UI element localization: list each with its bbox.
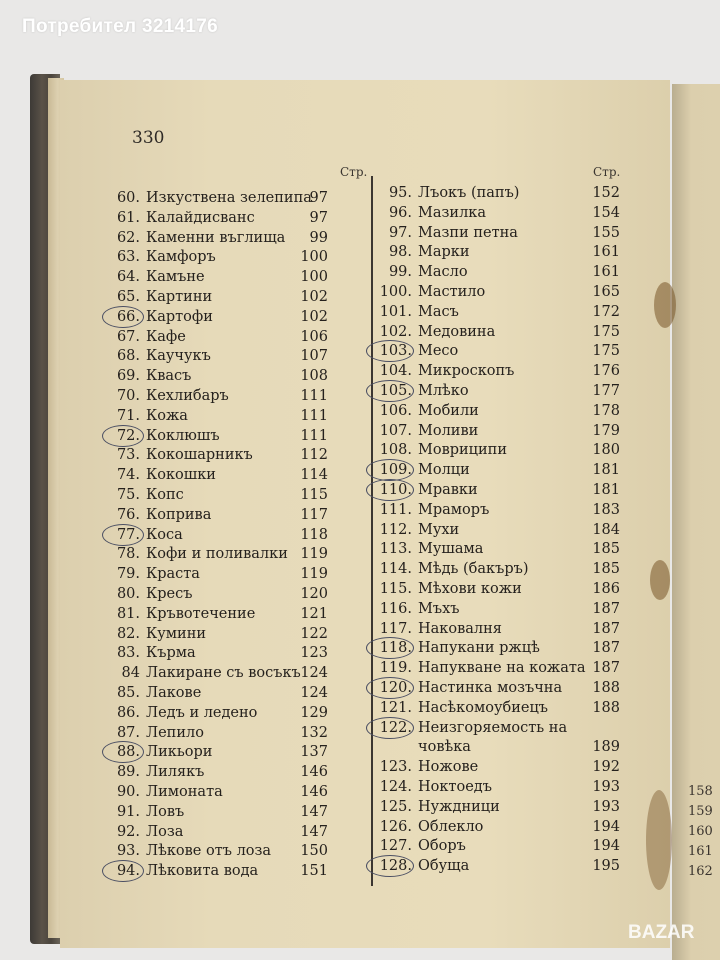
- entry-number: 98.: [388, 244, 412, 261]
- entry-title: Месо: [418, 343, 459, 360]
- entry-page: 146: [300, 764, 328, 781]
- stain: [646, 790, 672, 890]
- entry-title: Квасъ: [146, 368, 192, 385]
- entry-page: 118: [300, 526, 328, 543]
- entry-number: 111.: [379, 501, 412, 518]
- entry-page: 99: [309, 229, 328, 246]
- entry-title: Кафе: [146, 328, 186, 345]
- margin-number: 161: [688, 844, 713, 859]
- entry-title: Коклюшъ: [146, 427, 220, 444]
- entry-title: Мазпи петна: [418, 224, 518, 241]
- entry-title: Ловъ: [146, 803, 185, 820]
- entry-number: 76.: [116, 506, 140, 523]
- brand-logo: BAZAR: [628, 922, 695, 943]
- entry-page: 124: [300, 665, 328, 682]
- entry-number: 89.: [116, 764, 140, 781]
- entry-page: 102: [300, 308, 328, 325]
- margin-number: 159: [688, 804, 713, 819]
- entry-page: 195: [592, 858, 620, 875]
- entry-number: 96.: [388, 204, 412, 221]
- entry-title: Напукани ржцѣ: [418, 640, 540, 657]
- entry-number: 72.: [110, 426, 140, 446]
- entry-number: 81.: [116, 605, 140, 622]
- stain: [650, 560, 670, 600]
- entry-title: Картини: [146, 289, 213, 305]
- entry-number: 63.: [116, 249, 140, 266]
- entry-title: Ледъ и ледено: [146, 704, 258, 721]
- entry-number: 80.: [116, 586, 140, 602]
- entry-title: Лилякъ: [146, 764, 205, 781]
- entry-page: 183: [592, 501, 620, 518]
- entry-number: 105.: [370, 381, 412, 401]
- entry-page: 100: [300, 269, 328, 286]
- entry-title: Краста: [146, 566, 200, 583]
- entry-number: 120.: [370, 678, 412, 698]
- entry-title: Мобили: [418, 402, 479, 419]
- entry-title: Кумини: [146, 625, 207, 642]
- entry-title: Каменни въглища: [146, 229, 286, 246]
- entry-number: 118.: [370, 638, 412, 658]
- entry-title: Настинка мозъчна: [418, 680, 563, 696]
- entry-page: 187: [592, 620, 620, 637]
- entry-title: Мѣхови кожи: [418, 581, 522, 597]
- entry-title: Ноктоедъ: [418, 779, 492, 795]
- entry-page: 114: [300, 467, 328, 484]
- entry-title: Марки: [418, 244, 470, 261]
- entry-title: Млѣко: [418, 383, 469, 399]
- entry-number: 110.: [370, 480, 412, 500]
- entry-number: 104.: [379, 363, 412, 380]
- entry-page: 108: [300, 368, 328, 385]
- entry-number: 84: [121, 665, 140, 682]
- entry-number: 83.: [116, 645, 140, 662]
- entry-title: Обуща: [418, 858, 470, 875]
- entry-title: Нуждници: [418, 798, 500, 815]
- entry-page: 112: [300, 447, 328, 464]
- entry-page: 184: [592, 521, 620, 538]
- entry-page: 187: [592, 660, 620, 677]
- entry-title: Напукване на кожата: [418, 660, 586, 677]
- entry-number: 101.: [379, 303, 412, 320]
- entry-number: 126.: [379, 818, 412, 835]
- entry-title: Мраморъ: [418, 501, 490, 518]
- entry-number: 87.: [116, 724, 140, 741]
- entry-page: 181: [592, 462, 620, 479]
- entry-page: 176: [592, 363, 620, 380]
- entry-page: 177: [592, 383, 620, 399]
- entry-page: 150: [300, 843, 328, 860]
- entry-page: 181: [592, 482, 620, 498]
- entry-title: Коприва: [146, 506, 212, 523]
- entry-title: Кръвотечение: [146, 605, 256, 622]
- entry-number: 125.: [379, 798, 412, 815]
- column-header-left: Стр.: [340, 165, 368, 179]
- entry-number: 71.: [116, 407, 140, 424]
- entry-page: 179: [592, 422, 620, 439]
- entry-page: 124: [300, 685, 328, 701]
- entry-number: 123.: [379, 759, 412, 776]
- entry-number: 78.: [116, 546, 140, 563]
- entry-title: Лакове: [146, 685, 202, 701]
- entry-title: Кофи и поливалки: [146, 546, 288, 563]
- entry-title: Мухи: [418, 521, 460, 538]
- entry-page: 137: [300, 744, 328, 761]
- entry-title: Лъокъ (папъ): [418, 185, 520, 201]
- entry-page: 119: [300, 566, 328, 583]
- stain: [654, 282, 676, 328]
- entry-number: 100.: [379, 284, 412, 300]
- entry-title: Каучукъ: [146, 348, 211, 365]
- entry-number: 85.: [116, 685, 140, 701]
- entry-page: 102: [300, 289, 328, 305]
- entry-page: 146: [300, 784, 328, 800]
- entry-page: 192: [592, 759, 620, 776]
- entry-page: 100: [300, 249, 328, 266]
- entry-title: Кехлибаръ: [146, 388, 229, 404]
- entry-number: 95.: [388, 185, 412, 201]
- entry-number: 127.: [379, 838, 412, 855]
- entry-title: Мастило: [418, 284, 486, 300]
- entry-title: Картофи: [146, 308, 213, 325]
- entry-page: 187: [592, 640, 620, 657]
- entry-page: 194: [592, 818, 620, 835]
- entry-title: Мравки: [418, 482, 478, 498]
- entry-number: 61.: [116, 209, 140, 226]
- entry-page: 154: [592, 204, 620, 221]
- entry-title: Мъхъ: [418, 600, 460, 617]
- entry-number: 122.: [370, 718, 412, 738]
- entry-page: 97: [309, 209, 328, 226]
- column-header-right: Стр.: [593, 165, 621, 179]
- entry-number: 65.: [116, 289, 140, 305]
- entry-page: 147: [300, 803, 328, 820]
- entry-page: 111: [300, 388, 328, 404]
- entry-page: 180: [592, 442, 620, 459]
- entry-number: 86.: [116, 704, 140, 721]
- entry-title: Мушама: [418, 541, 484, 558]
- entry-number: 64.: [116, 269, 140, 286]
- entry-number: 117.: [379, 620, 412, 637]
- entry-page: 186: [592, 581, 620, 597]
- watermark: Потребител 3214176: [22, 16, 219, 37]
- entry-page: 175: [592, 323, 620, 340]
- entry-number: 70.: [116, 388, 140, 404]
- entry-title: Лѣковита вода: [146, 863, 259, 880]
- entry-number: 128.: [370, 856, 412, 876]
- entry-number: 99.: [388, 264, 412, 281]
- entry-number: 112.: [379, 521, 412, 538]
- entry-title: Кожа: [146, 407, 188, 424]
- entry-number: 108.: [379, 442, 412, 459]
- entry-number: 66.: [110, 307, 140, 327]
- entry-page: 185: [592, 541, 620, 558]
- entry-number: 67.: [116, 328, 140, 345]
- entry-title: Неизгоряемость на: [418, 719, 568, 736]
- entry-page: 111: [300, 407, 328, 424]
- entry-page: 193: [592, 798, 620, 815]
- entry-title: Кокошарникъ: [146, 447, 253, 464]
- entry-number: 92.: [116, 823, 140, 840]
- entry-number: 97.: [388, 224, 412, 241]
- margin-number: 158: [688, 784, 713, 799]
- entry-title: Насѣкомоубиецъ: [418, 699, 549, 716]
- entry-number: 115.: [379, 581, 412, 597]
- entry-title: Калайдисванс: [146, 209, 255, 226]
- entry-page: 117: [300, 506, 328, 523]
- entry-title: Копс: [146, 487, 184, 503]
- entry-title: Лепило: [146, 724, 204, 741]
- entry-number: 77.: [110, 525, 140, 545]
- entry-number: 90.: [116, 784, 140, 800]
- entry-number: 73.: [116, 447, 140, 464]
- entry-page: 185: [592, 561, 620, 578]
- entry-page: 172: [592, 303, 620, 320]
- entry-number: 60.: [116, 190, 140, 206]
- entry-title: Камъне: [146, 269, 205, 286]
- entry-page: 194: [592, 838, 620, 855]
- entry-title: Мовриципи: [418, 442, 508, 459]
- entry-number: 121.: [379, 699, 412, 716]
- entry-title: Молци: [418, 462, 470, 479]
- entry-number: 109.: [370, 460, 412, 480]
- entry-title: Лимоната: [146, 784, 223, 800]
- entry-title: Коса: [146, 526, 183, 543]
- entry-number: 94.: [110, 861, 140, 881]
- entry-number: 116.: [379, 600, 412, 617]
- entry-page: 151: [300, 863, 328, 880]
- entry-page: 123: [300, 645, 328, 662]
- entry-title: Микроскопъ: [418, 363, 515, 380]
- entry-page: 188: [592, 680, 620, 696]
- entry-page: 122: [300, 625, 328, 642]
- entry-number: 107.: [379, 422, 412, 439]
- entry-number: 124.: [379, 779, 412, 795]
- entry-title: Лѣкове отъ лоза: [146, 843, 272, 860]
- entry-title: Моливи: [418, 422, 479, 439]
- entry-number: 113.: [379, 541, 412, 558]
- entry-title: Наковалня: [418, 620, 502, 637]
- entry-title: Кресъ: [146, 586, 193, 602]
- entry-number: 74.: [116, 467, 140, 484]
- entry-number: 75.: [116, 487, 140, 503]
- entry-page: 147: [300, 823, 328, 840]
- entry-page: 188: [592, 699, 620, 716]
- entry-title: Изкуствена зелепипа: [146, 190, 312, 206]
- entry-title: Масло: [418, 264, 468, 281]
- entry-number: 82.: [116, 625, 140, 642]
- margin-number: 162: [688, 864, 713, 879]
- entry-title: Облекло: [418, 818, 484, 835]
- entry-title: Лакиране съ восъкъ: [146, 665, 301, 682]
- entry-title: Ликьори: [146, 744, 213, 761]
- margin-number: 160: [688, 824, 713, 839]
- entry-title: Медовина: [418, 323, 496, 340]
- entry-page: 106: [300, 328, 328, 345]
- entry-page: 165: [592, 284, 620, 300]
- entry-page: 115: [300, 487, 328, 503]
- entry-number: 114.: [379, 561, 412, 578]
- entry-page: 187: [592, 600, 620, 617]
- entry-page: 155: [592, 224, 620, 241]
- entry-title: Мѣдь (бакъръ): [418, 561, 529, 578]
- entry-number: 68.: [116, 348, 140, 365]
- entry-number: 103.: [370, 341, 412, 361]
- entry-title: Лоза: [146, 823, 184, 840]
- entry-page: 152: [592, 185, 620, 201]
- entry-title: Кърма: [146, 645, 196, 662]
- entry-number: 88.: [110, 742, 140, 762]
- entry-title: Камфоръ: [146, 249, 216, 266]
- entry-page: 107: [300, 348, 328, 365]
- entry-page: 178: [592, 402, 620, 419]
- entry-page: 132: [300, 724, 328, 741]
- entry-page: 189: [592, 739, 620, 756]
- page-number: 330: [132, 128, 165, 148]
- entry-page: 129: [300, 704, 328, 721]
- entry-title: Масъ: [418, 303, 459, 320]
- entry-page: 119: [300, 546, 328, 563]
- entry-number: 91.: [116, 803, 140, 820]
- entry-number: 62.: [116, 229, 140, 246]
- entry-page: 121: [300, 605, 328, 622]
- entry-title: Мазилка: [418, 204, 486, 221]
- entry-page: 111: [300, 427, 328, 444]
- entry-number: 106.: [379, 402, 412, 419]
- entry-title: човѣка: [418, 739, 471, 756]
- entry-page: 161: [592, 264, 620, 281]
- entry-page: 97: [309, 190, 328, 206]
- entry-page: 120: [300, 586, 328, 602]
- entry-number: 93.: [116, 843, 140, 860]
- entry-title: Ножове: [418, 759, 479, 776]
- entry-number: 69.: [116, 368, 140, 385]
- entry-number: 102.: [379, 323, 412, 340]
- entry-number: 79.: [116, 566, 140, 583]
- entry-title: Оборъ: [418, 838, 466, 855]
- entry-number: 119.: [379, 660, 412, 677]
- entry-title: Кокошки: [146, 467, 216, 484]
- entry-page: 175: [592, 343, 620, 360]
- entry-page: 193: [592, 779, 620, 795]
- entry-page: 161: [592, 244, 620, 261]
